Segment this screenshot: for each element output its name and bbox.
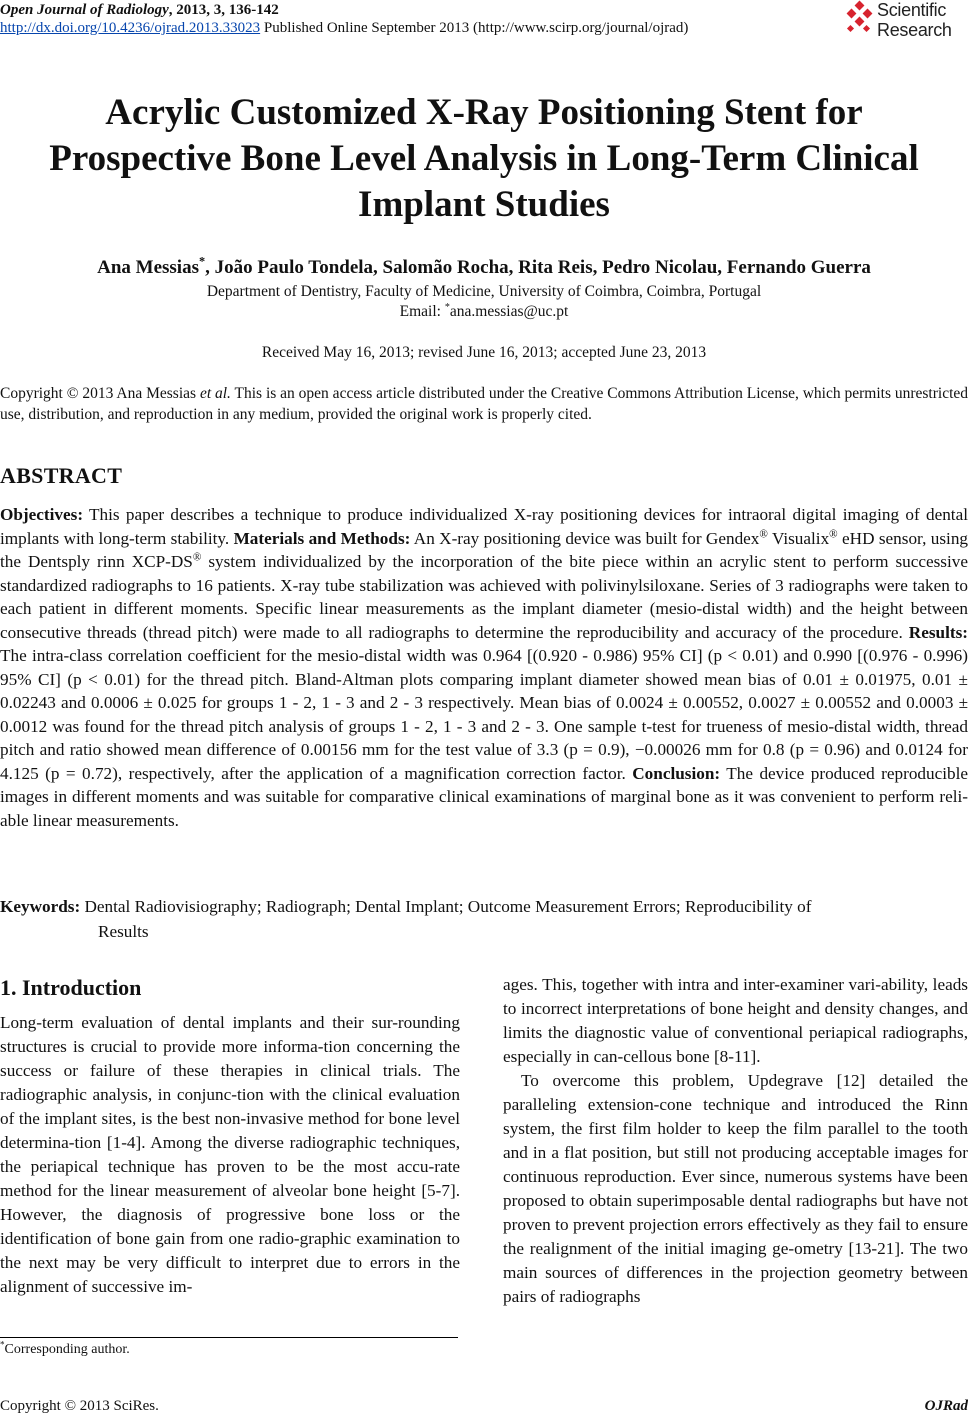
results-label: Results: <box>908 622 968 642</box>
column-left <box>0 973 460 1299</box>
registered-mark-2: ® <box>829 527 838 540</box>
objectives-label: Objectives: <box>0 505 84 524</box>
logo-text <box>877 0 952 40</box>
received-dates: Received May 16, 2013; revised June 16, 2013; accepted June 23, 2013 <box>261 344 707 361</box>
affiliation: Department of Dentistry, Faculty of Medicine, University of Coimbra, Coimbra, Portugal <box>206 283 762 300</box>
published-close: ) <box>683 20 689 36</box>
scirp-logo-icon <box>845 0 875 40</box>
author-list <box>0 254 968 279</box>
email-line <box>0 303 968 321</box>
keywords-line-1 <box>0 894 968 919</box>
title-line-3: Implant Studies <box>358 184 610 225</box>
abstract-body <box>0 503 968 832</box>
doi-line <box>0 20 688 37</box>
journal-citation <box>0 2 279 19</box>
footnote-text: Corresponding author. <box>4 1342 130 1357</box>
section-heading-introduction: 1. Introduction <box>0 975 142 1000</box>
methods-text-4: system individualized by the incorporation of the bite piece within an acrylic stent to perform successive standardized radiographs to 16 patients. X-ray tube stabilization was achieved with polivinylsiloxane. Series of 3 radiographs were taken to each patient in different moments. Specific linear measurements as the implant diameter (mesio-distal width) and the height between consecutive threads (thread pitch) were made to all radiographs to determine the reproducibility and accuracy of the procedure. <box>0 552 968 642</box>
corresponding-mark: * <box>198 254 206 269</box>
email-label: Email: <box>399 303 445 320</box>
footer-copyright: Copyright © 2013 SciRes. <box>0 1398 159 1414</box>
intro-paragraph-1: Long-term evaluation of dental implants and their sur-rounding structures is crucial to provide more informa-tion concerning the success or failure of these therapies in clinical trials. The radiographic analysis, in conjunc-tion with the clinical evaluation of the implant sites, is the best non-invasive method for bone level determina-tion [1-4]. Among the diverse radiographic techniques, the periapical technique has proven to be the most accu-rate method for the linear measurement of alveolar bone height [5-7]. However, the diagnosis of progressive bone loss or the identification of bone gain from one radio-graphic examination to the next may be very difficult to interpret due to errors in the alignment of successive im- <box>0 1013 460 1296</box>
registered-mark-3: ® <box>192 551 202 564</box>
doi-link[interactable]: http://dx.doi.org/10.4236/ojrad.2013.33023 <box>0 20 261 36</box>
methods-text-2: Visualix <box>767 528 830 548</box>
logo-line-2: Research <box>877 20 952 40</box>
abstract-heading: ABSTRACT <box>0 463 123 488</box>
footnote <box>0 1339 130 1358</box>
intro-paragraph-2: To overcome this problem, Updegrave [12] detailed the paralleling extension-cone technique and introduced the Rinn system, the first film holder to keep the film parallel to the tooth and in a flat position, but still not producing acceptable images for continuous reproduction. Ever since, numerous systems have been proposed to obtain superimposable dental radiographs but have not proven to prevent projection errors effectively as they fail to ensure the realignment of the initial imaging ge-ometry [13-21]. The two main sources of differences in the projection geometry between pairs of radiographs <box>503 1071 968 1306</box>
copyright-part-1: Copyright © 2013 Ana Messias <box>0 385 200 402</box>
journal-url: http://www.scirp.org/journal/ojrad <box>478 20 684 36</box>
title-line-1: Acrylic Customized X-Ray Positioning Stent for <box>105 92 863 133</box>
publisher-logo <box>845 0 968 42</box>
logo-line-1: Scientific <box>877 0 947 20</box>
footnote-mark: * <box>0 1339 5 1350</box>
keywords-text-1: Dental Radiovisiography; Radiograph; Dental Implant; Outcome Measurement Errors; Reproducibility of <box>80 897 812 916</box>
footer-journal-abbrev: OJRad <box>924 1398 968 1414</box>
registered-mark-1: ® <box>759 527 768 540</box>
methods-label: Materials and Methods: <box>233 528 411 548</box>
copyright-etal: et al. <box>199 385 231 402</box>
paper-title <box>0 90 968 228</box>
column-right <box>503 973 968 1309</box>
email-mark: * <box>444 301 450 313</box>
objectives-text: This paper describes a technique to produce individualized X-ray positioning devices for intraoral digital imaging of dental implants with long-term stability. <box>0 505 968 548</box>
first-author: Ana Messias <box>97 257 199 278</box>
methods-text-3: eHD sensor, using the Dentsply rinn XCP-DS <box>0 528 968 571</box>
journal-volume: , 2013, 3, 136-142 <box>168 2 279 18</box>
keywords <box>0 894 968 944</box>
other-authors: , João Paulo Tondela, Salomão Rocha, Rita Reis, Pedro Nicolau, Fernando Guerra <box>205 257 871 278</box>
results-text: The intra-class correlation coefficient for the mesio-distal width was 0.964 [(0.920 - 0.986) 95% CI] (p < 0.01) and 0.990 [(0.976 - 0.996) 95% CI] (p < 0.01) for the thread pitch. Bland-Altman plots comparing implant diameter showed mean bias of 0.01 ± 0.01975, 0.01 ± 0.02243 and 0.0006 ± 0.025 for groups 1 - 2, 1 - 3 and 2 - 3 respectively. Mean bias of 0.0024 ± 0.00552, 0.0027 ± 0.00552 and 0.0003 ± 0.0012 was found for the thread pitch analysis of groups 1 - 2, 1 - 3 and 2 - 3. One sample t-test for trueness of mesio-distal width, thread pitch and ratio showed mean difference of 0.00156 mm for the test value of 3.3 (p = 0.9), −0.00026 mm for 0.8 (p = 0.96) and 0.0124 for 4.125 (p = 0.72), respectively, after the application of a magnification correction factor. <box>0 646 968 783</box>
email-address: ana.messias@uc.pt <box>449 303 569 320</box>
published-text: Published Online September 2013 ( <box>260 20 479 36</box>
conclusion-text: The device produced reproducible images in different moments and was suitable for comparative clinical examinations of marginal bone as it was convenient to perform reli-able linear measurements. <box>0 763 968 830</box>
intro-paragraph-1-continued: ages. This, together with intra and inter-examiner vari-ability, leads to incorrect interpretations of bone height and density changes, and limits the diagnostic value of conventional periapical radiographs, especially in can-cellous bone [8-11]. <box>503 975 968 1066</box>
keywords-label: Keywords: <box>0 897 81 916</box>
copyright-part-2: This is an open access article distributed under the Creative Commons Attribution License, which permits unrestricted use, distribution, and reproduction in any medium, provided the original work is properly cited. <box>0 385 968 423</box>
title-line-2: Prospective Bone Level Analysis in Long-Term Clinical <box>49 138 919 179</box>
footnote-rule <box>0 1337 458 1338</box>
keywords-line-2: Results <box>98 922 149 941</box>
copyright-notice <box>0 383 968 425</box>
journal-name: Open Journal of Radiology <box>0 2 169 18</box>
methods-text-1: An X-ray positioning device was built for Gendex <box>410 528 760 548</box>
conclusion-label: Conclusion: <box>632 763 721 783</box>
